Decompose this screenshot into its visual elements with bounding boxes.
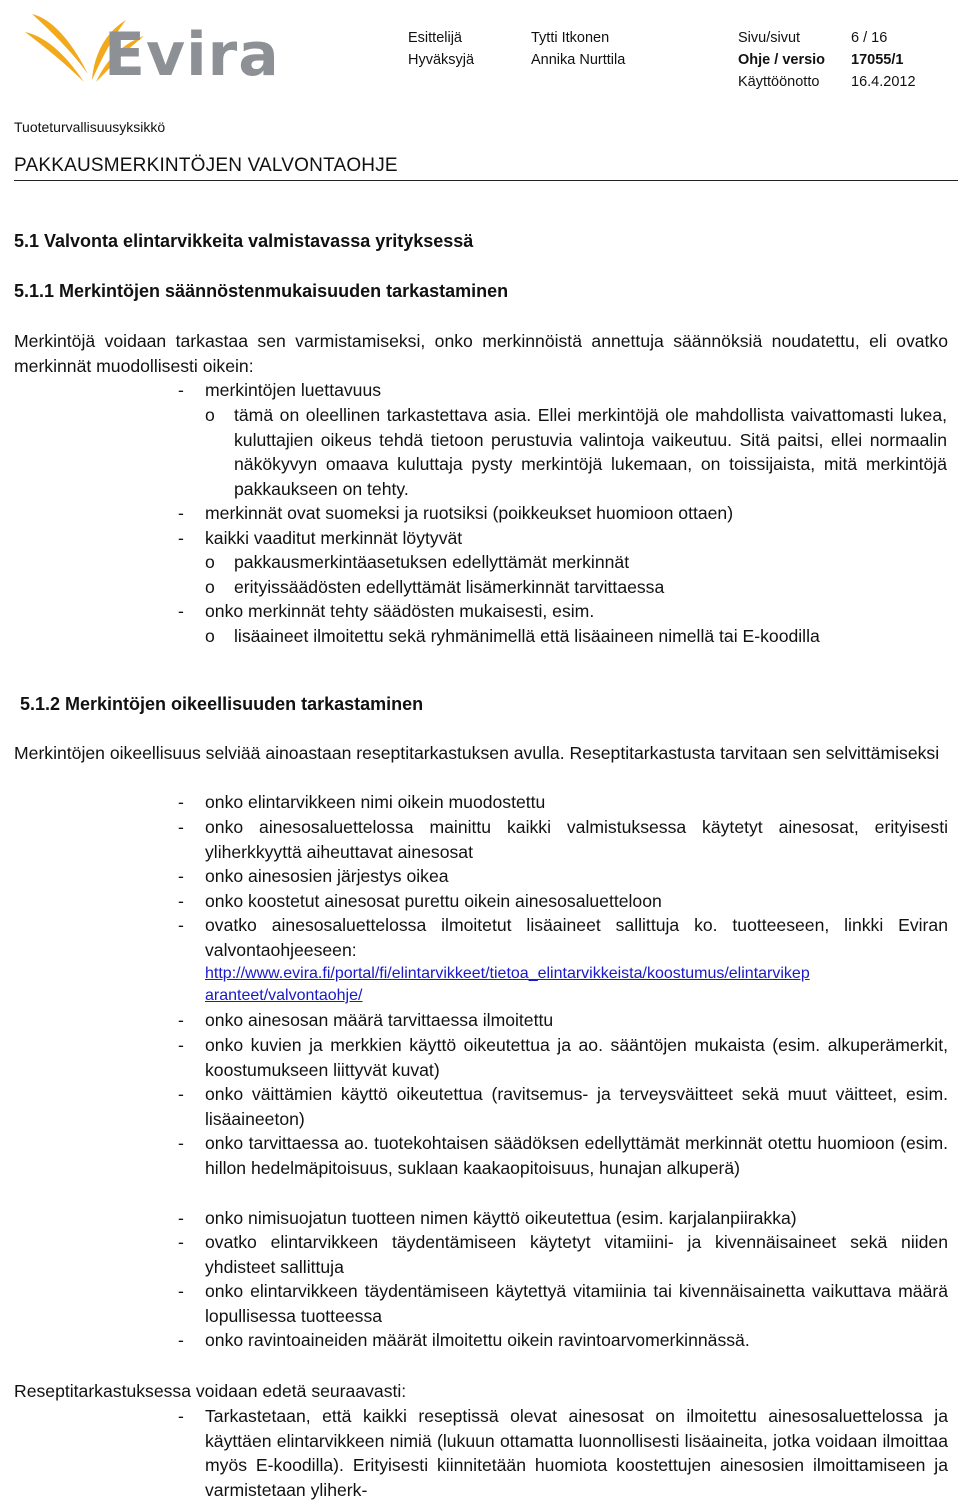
evira-logo-text: Evira bbox=[104, 20, 280, 90]
list-item bbox=[178, 1230, 948, 1279]
list-text: tämä on oleellinen tarkastettava asia. Ellei merkintöjä ole mahdollista vaivattomasti lukea, kuluttajien oikeus tehdä tietoon perustuvia valintoja vaikeutuu. Sitä paitsi, ellei normaalin näkökyvyn omaava kuluttaja pysty merkintöjä lukemaan, on toissijaista, mitä merkintöjä pakkaukseen on tehty. bbox=[234, 405, 947, 499]
list-marker: o bbox=[205, 577, 215, 597]
list-item bbox=[178, 1206, 948, 1231]
header-divider bbox=[14, 180, 958, 181]
list-marker: - bbox=[178, 380, 184, 400]
list-item bbox=[205, 550, 947, 574]
list-text: lisäaineet ilmoitettu sekä ryhmänimellä että lisäaineen nimellä tai E-koodilla bbox=[234, 626, 820, 646]
list-item bbox=[178, 526, 938, 550]
list-item bbox=[178, 864, 948, 889]
list-marker: - bbox=[178, 891, 184, 911]
list-item bbox=[178, 1082, 948, 1131]
section-5-1-1-heading: 5.1.1 Merkintöjen säännöstenmukaisuuden tarkastaminen bbox=[14, 281, 509, 301]
list-marker: - bbox=[178, 1406, 184, 1426]
list-item bbox=[205, 624, 950, 648]
list-marker: - bbox=[178, 866, 184, 886]
list-item bbox=[178, 378, 938, 402]
list-marker: - bbox=[178, 792, 184, 812]
header-value-effective: 16.4.2012 bbox=[851, 74, 916, 90]
list-marker: - bbox=[178, 503, 184, 523]
list-marker: - bbox=[178, 1208, 184, 1228]
list-marker: o bbox=[205, 626, 215, 646]
list-text: onko koostetut ainesosat purettu oikein ainesosaluetteloon bbox=[205, 891, 662, 911]
valvontaohje-link[interactable]: http://www.evira.fi/portal/fi/elintarvikkeet/tietoa_elintarvikkeista/koostumus/elintarvikep bbox=[205, 965, 810, 982]
list-item bbox=[178, 1033, 948, 1082]
recipe-intro: Reseptitarkastuksessa voidaan edetä seuraavasti: bbox=[14, 1381, 407, 1401]
list-text: onko kuvien ja merkkien käyttö oikeutettua ja ao. sääntöjen mukaista (esim. alkuperämerkit, koostumukseen liittyvät kuvat) bbox=[205, 1035, 948, 1080]
list-marker: - bbox=[178, 817, 184, 837]
list-marker: - bbox=[178, 601, 184, 621]
section-5-1-1-intro: Merkintöjä voidaan tarkastaa sen varmistamiseksi, onko merkinnöistä annettuja säännöksiä noudatettu, eli ovatko merkinnät muodollisesti oikein: bbox=[14, 331, 948, 376]
list-marker: - bbox=[178, 1084, 184, 1104]
list-item bbox=[178, 1279, 948, 1328]
list-marker: o bbox=[205, 552, 215, 572]
header-label-presenter: Esittelijä bbox=[408, 30, 462, 46]
list-marker: - bbox=[178, 528, 184, 548]
list-marker: - bbox=[178, 1010, 184, 1030]
list-item bbox=[178, 599, 938, 623]
section-5-1-2-intro: Merkintöjen oikeellisuus selviää ainoastaan reseptitarkastuksen avulla. Reseptitarkastusta tarvitaan sen selvittämiseksi bbox=[14, 743, 940, 763]
list-text: onko väittämien käyttö oikeutettua (ravitsemus- ja terveysväitteet sekä muut väitteet, esim. lisäaineeton) bbox=[205, 1084, 948, 1129]
list-item bbox=[178, 913, 948, 962]
list-item bbox=[205, 403, 947, 501]
valvontaohje-link-block[interactable] bbox=[205, 963, 960, 1007]
list-text: onko ainesosan määrä tarvittaessa ilmoitettu bbox=[205, 1010, 554, 1030]
header-approver-name: Annika Nurttila bbox=[531, 52, 626, 68]
evira-logo bbox=[22, 8, 280, 98]
list-text: onko merkinnät tehty säädösten mukaisesti, esim. bbox=[205, 601, 595, 621]
list-marker: - bbox=[178, 1133, 184, 1153]
list-text: onko nimisuojatun tuotteen nimen käyttö oikeutettua (esim. karjalanpiirakka) bbox=[205, 1208, 797, 1228]
list-text: onko elintarvikkeen nimi oikein muodostettu bbox=[205, 792, 546, 812]
list-item bbox=[178, 889, 948, 914]
list-text: onko elintarvikkeen täydentämiseen käytettyä vitamiinia tai kivennäisainetta vaikuttava määrä lopullisessa tuotteessa bbox=[205, 1281, 948, 1326]
header-key-effective: Käyttöönotto bbox=[738, 74, 820, 90]
list-item bbox=[178, 1008, 948, 1033]
list-marker: - bbox=[178, 1330, 184, 1350]
list-marker: - bbox=[178, 1035, 184, 1055]
header-key-pages: Sivu/sivut bbox=[738, 30, 801, 46]
unit-name: Tuoteturvallisuusyksikkö bbox=[14, 119, 166, 135]
list-marker: - bbox=[178, 915, 184, 935]
list-item bbox=[205, 575, 947, 599]
list-text: onko tarvittaessa ao. tuotekohtaisen säädöksen edellyttämät merkinnät otettu huomioon (esim. hillon hedelmäpitoisuus, suklaan kaakaopitoisuus, hunajan alkuperä) bbox=[205, 1133, 948, 1178]
header-value-pages: 6 / 16 bbox=[851, 30, 888, 46]
header-presenter-name: Tytti Itkonen bbox=[531, 30, 610, 46]
list-marker: - bbox=[178, 1232, 184, 1252]
list-item bbox=[178, 501, 938, 525]
list-text: onko ainesosien järjestys oikea bbox=[205, 866, 449, 886]
list-text: ovatko elintarvikkeen täydentämiseen käytetyt vitamiini- ja kivennäisaineet sekä niiden yhdisteet sallittuja bbox=[205, 1232, 948, 1277]
list-marker: o bbox=[205, 405, 215, 425]
list-item bbox=[178, 1328, 948, 1353]
header-value-version: 17055/1 bbox=[851, 52, 904, 68]
list-text: Tarkastetaan, että kaikki reseptissä olevat ainesosat on ilmoitettu ainesosaluettelossa ja käyttäen elintarvikkeen nimiä (lukuun ottamatta luonnollisesti lisäaineita, jotka voidaan ilmoittaa myös E-koodilla). Erityisesti kiinnitetään huomiota koostettujen ainesosien ilmoittamiseen ja varmistetaan yliherk- bbox=[205, 1406, 948, 1500]
list-text: erityissäädösten edellyttämät lisämerkinnät tarvittaessa bbox=[234, 577, 665, 597]
list-text: onko ravintoaineiden määrät ilmoitettu oikein ravintoarvomerkinnässä. bbox=[205, 1330, 750, 1350]
list-marker: - bbox=[178, 1281, 184, 1301]
header-key-version: Ohje / versio bbox=[738, 52, 826, 68]
list-item bbox=[178, 790, 948, 815]
list-text: merkinnät ovat suomeksi ja ruotsiksi (poikkeukset huomioon ottaen) bbox=[205, 503, 734, 523]
list-item bbox=[178, 1404, 948, 1502]
list-text: kaikki vaaditut merkinnät löytyvät bbox=[205, 528, 463, 548]
list-text: ovatko ainesosaluettelossa ilmoitetut lisäaineet sallittuja ko. tuotteeseen, linkki Eviran valvontaohjeeseen: bbox=[205, 915, 948, 960]
list-text: merkintöjen luettavuus bbox=[205, 380, 382, 400]
list-item bbox=[178, 1131, 948, 1180]
list-text: pakkausmerkintäasetuksen edellyttämät merkinnät bbox=[234, 552, 630, 572]
section-5-1-2-heading: 5.1.2 Merkintöjen oikeellisuuden tarkastaminen bbox=[20, 694, 424, 714]
header-label-approver: Hyväksyjä bbox=[408, 52, 475, 68]
list-text: onko ainesosaluettelossa mainittu kaikki valmistuksessa käytetyt ainesosat, erityisesti yliherkkyyttä aiheuttavat ainesosat bbox=[205, 817, 948, 862]
valvontaohje-link-continued[interactable]: aranteet/valvontaohje/ bbox=[205, 987, 363, 1004]
list-item bbox=[178, 815, 948, 864]
section-5-1-heading: 5.1 Valvonta elintarvikkeita valmistavassa yrityksessä bbox=[14, 231, 474, 251]
guide-title: PAKKAUSMERKINTÖJEN VALVONTAOHJE bbox=[14, 155, 398, 176]
